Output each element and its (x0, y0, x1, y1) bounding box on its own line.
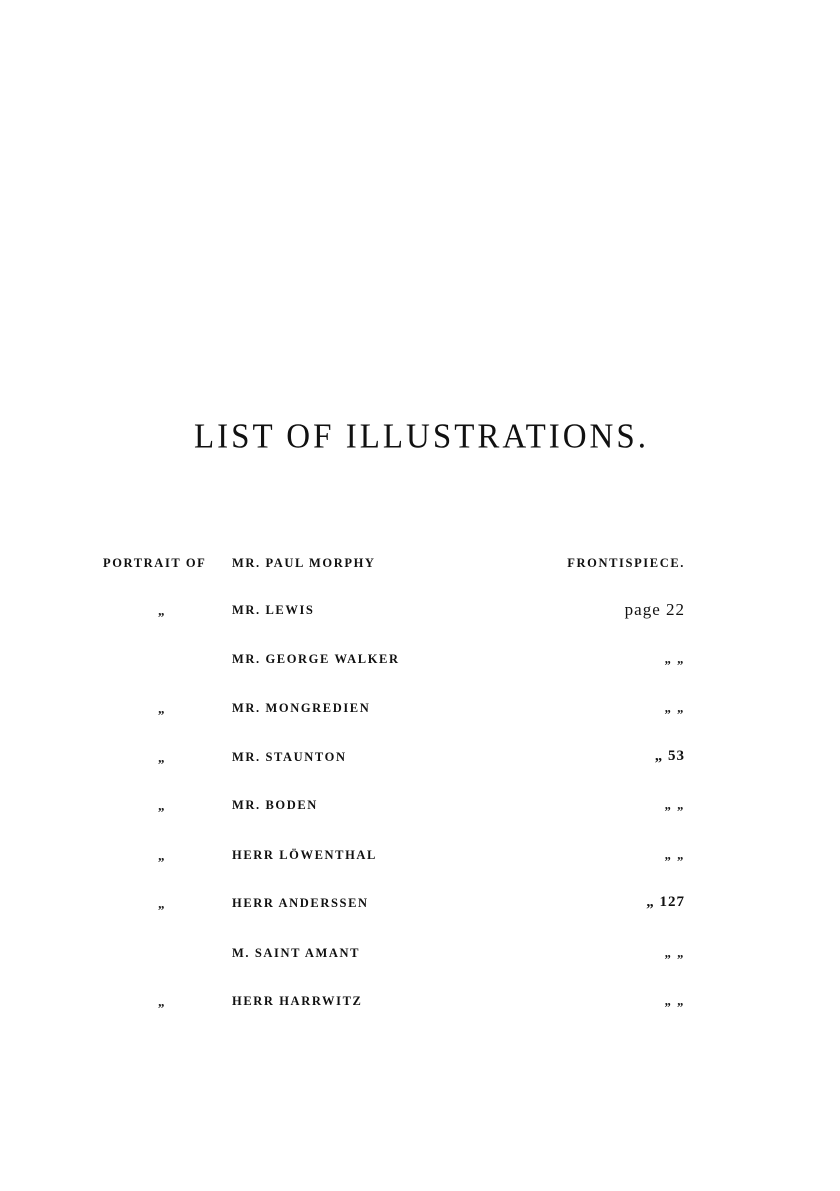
page-reference: „ „ (664, 798, 685, 812)
page-reference: „ „ (664, 652, 685, 666)
ditto-mark: „ (158, 896, 165, 911)
ditto-mark: „ (158, 798, 165, 813)
page-reference: FRONTISPIECE. (567, 556, 685, 570)
ditto-mark: „ (158, 848, 165, 863)
illustration-row (0, 946, 840, 970)
illustration-row (0, 896, 840, 920)
illustration-row (0, 701, 840, 725)
portrait-name: MR. GEORGE WALKER (232, 652, 400, 666)
row-lead: PORTRAIT OF (103, 556, 207, 570)
illustration-row (0, 798, 840, 822)
page-title: LIST OF ILLUSTRATIONS. (194, 418, 649, 456)
portrait-name: MR. STAUNTON (232, 750, 347, 764)
page-reference: „ „ (664, 848, 685, 862)
illustration-row (0, 652, 840, 676)
page-reference: „ 127 (646, 894, 685, 910)
portrait-name: MR. PAUL MORPHY (232, 556, 376, 570)
portrait-name: HERR ANDERSSEN (232, 896, 369, 910)
ditto-mark: „ (158, 750, 165, 765)
page-reference: „ 53 (654, 748, 685, 764)
page-reference: „ „ (664, 994, 685, 1008)
portrait-name: M. SAINT AMANT (232, 946, 361, 960)
page-reference: page 22 (624, 600, 685, 619)
page-reference: „ „ (664, 946, 685, 960)
portrait-name: MR. BODEN (232, 798, 318, 812)
portrait-name: MR. LEWIS (232, 603, 315, 617)
portrait-name: HERR LÖWENTHAL (232, 848, 377, 862)
portrait-name: MR. MONGREDIEN (232, 701, 371, 715)
ditto-mark: „ (158, 994, 165, 1009)
ditto-mark: „ (158, 701, 165, 716)
illustration-row (0, 994, 840, 1018)
illustration-row (0, 750, 840, 774)
illustration-row (0, 848, 840, 872)
illustration-row (0, 600, 840, 627)
page-reference: „ „ (664, 701, 685, 715)
illustration-row (0, 556, 840, 580)
portrait-name: HERR HARRWITZ (232, 994, 363, 1008)
ditto-mark: „ (158, 603, 165, 618)
